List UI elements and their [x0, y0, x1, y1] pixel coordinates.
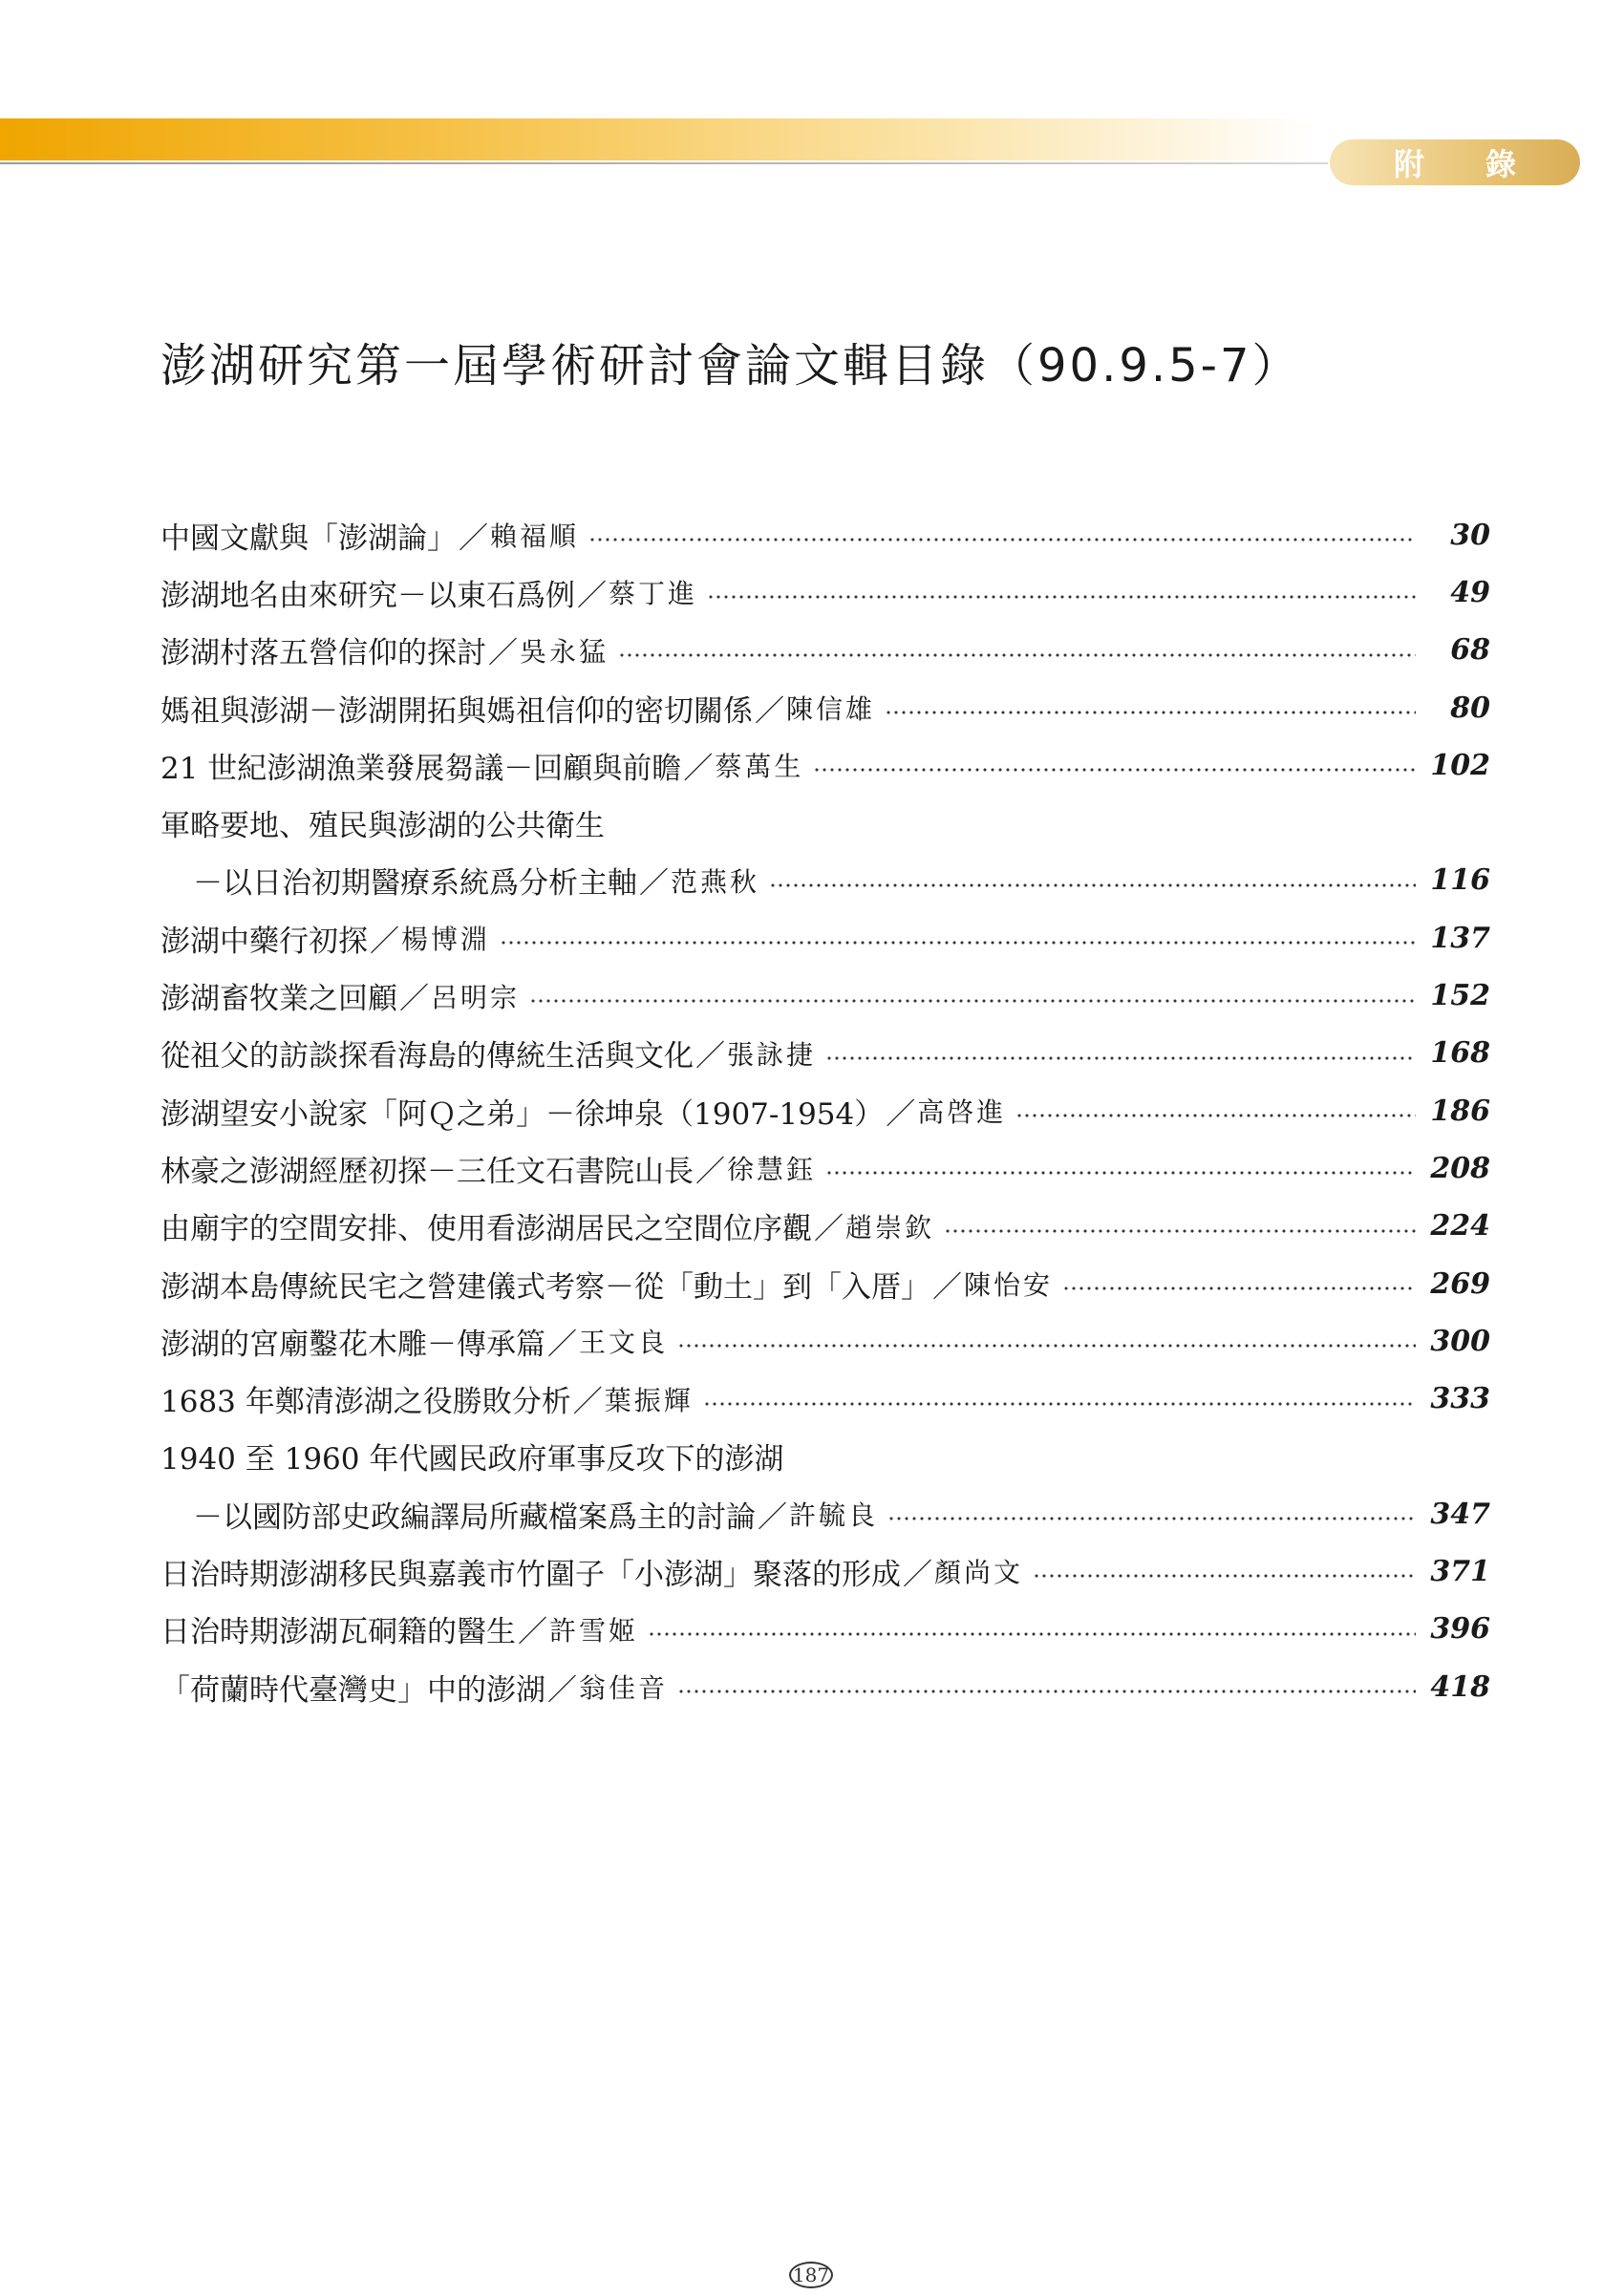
entry-page-number: 102	[1430, 748, 1490, 782]
entry-title: 林豪之澎湖經歷初探－三任文石書院山長	[160, 1154, 694, 1189]
entry-title: 1683 年鄭清澎湖之役勝敗分析	[160, 1385, 571, 1420]
entry-title: 由廟宇的空間安排、使用看澎湖居民之空間位序觀	[160, 1212, 812, 1247]
entry-title: 澎湖村落五營信仰的探討	[160, 636, 486, 671]
entry-author: 顏尚文	[934, 1557, 1024, 1589]
entry-separator: ／	[639, 866, 669, 902]
entry-separator: ／	[572, 1385, 603, 1420]
dot-leader	[885, 710, 1416, 715]
entry-page-number: 186	[1430, 1094, 1490, 1128]
entry-author: 呂明宗	[431, 981, 521, 1013]
section-label: 附錄	[1393, 146, 1577, 182]
toc-entry	[160, 1658, 1490, 1715]
entry-page-number: 269	[1430, 1266, 1490, 1301]
entry-separator: ／	[683, 751, 714, 786]
dot-leader	[707, 594, 1416, 600]
entry-page-number: 396	[1430, 1612, 1490, 1647]
entry-author: 蔡丁進	[609, 578, 698, 610]
dot-leader	[825, 1170, 1416, 1176]
toc-entry	[160, 1025, 1490, 1082]
dot-leader	[1015, 1113, 1416, 1118]
dot-leader	[887, 1516, 1416, 1521]
entry-separator: ／	[814, 1212, 844, 1247]
entry-title: 澎湖本島傳統民宅之營建儀式考察－從「動土」到「入厝」	[160, 1269, 930, 1305]
dot-leader	[944, 1228, 1416, 1234]
toc-entry	[160, 1312, 1490, 1370]
toc-entry	[160, 794, 1490, 851]
entry-page-number: 371	[1430, 1554, 1490, 1588]
entry-page-number: 418	[1430, 1669, 1490, 1704]
dot-leader	[703, 1401, 1416, 1407]
entry-author: 高啓進	[917, 1096, 1007, 1129]
entry-page-number: 116	[1430, 863, 1490, 898]
entry-title: 澎湖地名由來研究－以東石爲例	[160, 578, 575, 613]
page-number: 187	[789, 2262, 833, 2288]
header-color-band	[0, 118, 1318, 160]
dot-leader	[529, 998, 1416, 1004]
toc-entry	[160, 1428, 1490, 1485]
entry-title: 澎湖望安小說家「阿Ｑ之弟」－徐坤泉（1907-1954）	[160, 1096, 885, 1132]
toc-entry	[160, 679, 1490, 736]
entry-author: 蔡萬生	[715, 751, 804, 783]
entry-page-number: 80	[1450, 691, 1490, 725]
entry-title: 「荷蘭時代臺灣史」中的澎湖	[160, 1672, 545, 1708]
entry-author: 吳永猛	[520, 635, 609, 668]
entry-author: 張詠捷	[727, 1038, 817, 1071]
dot-leader	[769, 882, 1416, 888]
entry-title: 中國文獻與「澎湖論」	[160, 521, 457, 556]
toc-entry	[160, 506, 1490, 563]
entry-page-number: 152	[1430, 979, 1490, 1013]
entry-title: 澎湖畜牧業之回顧	[160, 982, 397, 1017]
entry-page-number: 347	[1430, 1497, 1490, 1531]
section-tab	[1330, 139, 1580, 185]
toc-entry	[160, 1255, 1490, 1312]
entry-separator: ／	[399, 982, 429, 1017]
toc-entry	[160, 563, 1490, 621]
dot-leader	[500, 940, 1416, 946]
toc-entry	[160, 1370, 1490, 1427]
entry-separator: ／	[459, 521, 488, 556]
dot-leader	[813, 767, 1416, 773]
toc-entry	[160, 909, 1490, 967]
entry-separator: ／	[886, 1096, 916, 1132]
entry-separator: ／	[755, 693, 784, 729]
entry-author: 趙崇欽	[845, 1211, 935, 1244]
toc-entry	[160, 1082, 1490, 1139]
page-title: 澎湖研究第一屆學術研討會論文輯目錄（90.9.5-7）	[160, 339, 1301, 393]
toc-entry	[160, 967, 1490, 1024]
entry-separator: ／	[547, 1672, 577, 1708]
entry-title: 從祖父的訪談探看海島的傳統生活與文化	[160, 1039, 694, 1074]
entry-title: 媽祖與澎湖－澎湖開拓與媽祖信仰的密切關係	[160, 693, 753, 729]
dot-leader	[618, 652, 1416, 658]
dot-leader	[677, 1343, 1416, 1349]
toc-entry	[160, 1601, 1490, 1658]
toc-entry	[160, 1485, 1490, 1542]
entry-title: －以日治初期醫療系統爲分析主軸	[193, 866, 637, 902]
entry-separator: ／	[758, 1499, 787, 1535]
entry-author: 范燕秋	[671, 865, 760, 898]
entry-author: 許毓良	[789, 1499, 879, 1532]
entry-author: 王文良	[579, 1327, 669, 1359]
dot-leader	[1062, 1286, 1416, 1291]
entry-title: 澎湖中藥行初探	[160, 924, 368, 959]
entry-author: 葉振輝	[604, 1384, 694, 1416]
entry-separator: ／	[547, 1327, 577, 1362]
entry-page-number: 224	[1430, 1209, 1490, 1244]
entry-separator: ／	[577, 578, 607, 613]
entry-title: 澎湖的宮廟鑿花木雕－傳承篇	[160, 1327, 545, 1362]
entry-separator: ／	[370, 924, 399, 959]
entry-author: 許雪姬	[549, 1614, 639, 1647]
header-rule	[0, 162, 1328, 164]
dot-leader	[677, 1689, 1416, 1694]
entry-page-number: 68	[1450, 633, 1490, 668]
toc-entry	[160, 736, 1490, 794]
entry-title: 軍略要地、殖民與澎湖的公共衛生	[160, 809, 605, 844]
entry-author: 陳怡安	[964, 1269, 1054, 1301]
entry-title: －以國防部史政編譯局所藏檔案爲主的討論	[193, 1499, 756, 1535]
entry-author: 翁佳音	[579, 1672, 669, 1705]
dot-leader	[588, 537, 1416, 542]
dot-leader	[825, 1055, 1416, 1061]
entry-page-number: 30	[1450, 518, 1490, 552]
dot-leader	[1033, 1573, 1416, 1579]
dot-leader	[648, 1631, 1416, 1637]
entry-title: 1940 至 1960 年代國民政府軍事反攻下的澎湖	[160, 1442, 784, 1478]
entry-page-number: 300	[1430, 1324, 1490, 1358]
entry-title: 日治時期澎湖瓦硐籍的醫生	[160, 1615, 516, 1650]
entry-page-number: 168	[1430, 1036, 1490, 1071]
entry-title: 21 世紀澎湖漁業發展芻議－回顧與前瞻	[160, 751, 682, 786]
entry-separator: ／	[695, 1154, 725, 1189]
entry-page-number: 208	[1430, 1151, 1490, 1185]
entry-title: 日治時期澎湖移民與嘉義市竹圍子「小澎湖」聚落的形成	[160, 1557, 901, 1592]
toc-entry	[160, 622, 1490, 679]
entry-page-number: 49	[1450, 575, 1490, 609]
entry-separator: ／	[903, 1557, 932, 1592]
entry-separator: ／	[932, 1269, 962, 1305]
entry-author: 賴福順	[490, 521, 580, 553]
entry-author: 徐慧鈺	[727, 1154, 817, 1186]
entry-separator: ／	[695, 1039, 725, 1074]
toc-entry	[160, 1542, 1490, 1600]
entry-page-number: 137	[1430, 921, 1490, 955]
entry-separator: ／	[488, 636, 518, 671]
entry-author: 楊博淵	[401, 924, 491, 956]
table-of-contents	[160, 506, 1490, 1715]
toc-entry	[160, 1139, 1490, 1197]
entry-separator: ／	[518, 1615, 547, 1650]
entry-author: 陳信雄	[786, 693, 876, 726]
toc-entry	[160, 1198, 1490, 1255]
toc-entry	[160, 852, 1490, 909]
entry-page-number: 333	[1430, 1382, 1490, 1416]
